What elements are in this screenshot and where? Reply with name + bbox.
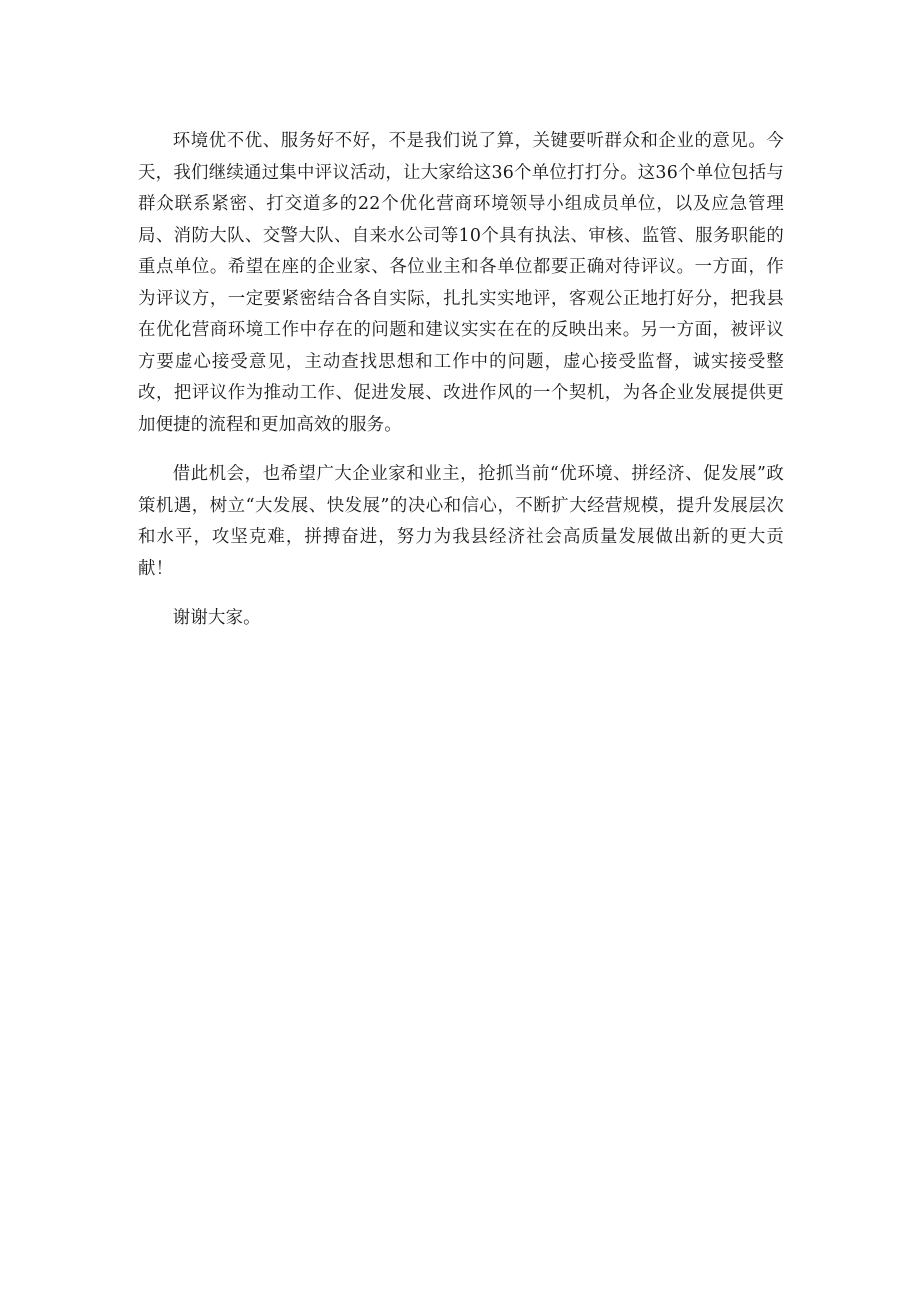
paragraph-evaluation: 环境优不优、服务好不好，不是我们说了算，关键要听群众和企业的意见。今天，我们继续通过集中评议活动，让大家给这36个单位打打分。这36个单位包括与群众联系紧密、打交道多的22个优化营商环境领导小组成员单位，以及应急管理局、消防大队、交警大队、自来水公司等10个具有执法、审核、监管、服务职能的重点单位。希望在座的企业家、各位业主和各单位都要正确对待评议。一方面，作为评议方，一定要紧密结合各自实际，扎扎实实地评，客观公正地打好分，把我县在优化营商环境工作中存在的问题和建议实实在在的反映出来。另一方面，被评议方要虚心接受意见，主动查找思想和工作中的问题，虚心接受监督，诚实接受整改，把评议作为推动工作、促进发展、改进作风的一个契机，为各企业发展提供更加便捷的流程和更加高效的服务。 — [138, 131, 784, 435]
document-page — [138, 126, 784, 653]
paragraph-opportunity: 借此机会，也希望广大企业家和业主，抢抓当前“优环境、拼经济、促发展”政策机遇，树立“大发展、快发展”的决心和信心，不断扩大经营规模，提升发展层次和水平，攻坚克难，拼搏奋进，努力为我县经济社会高质量发展做出新的更大贡献！ — [138, 464, 784, 579]
paragraph-thanks: 谢谢大家。 — [172, 608, 261, 628]
